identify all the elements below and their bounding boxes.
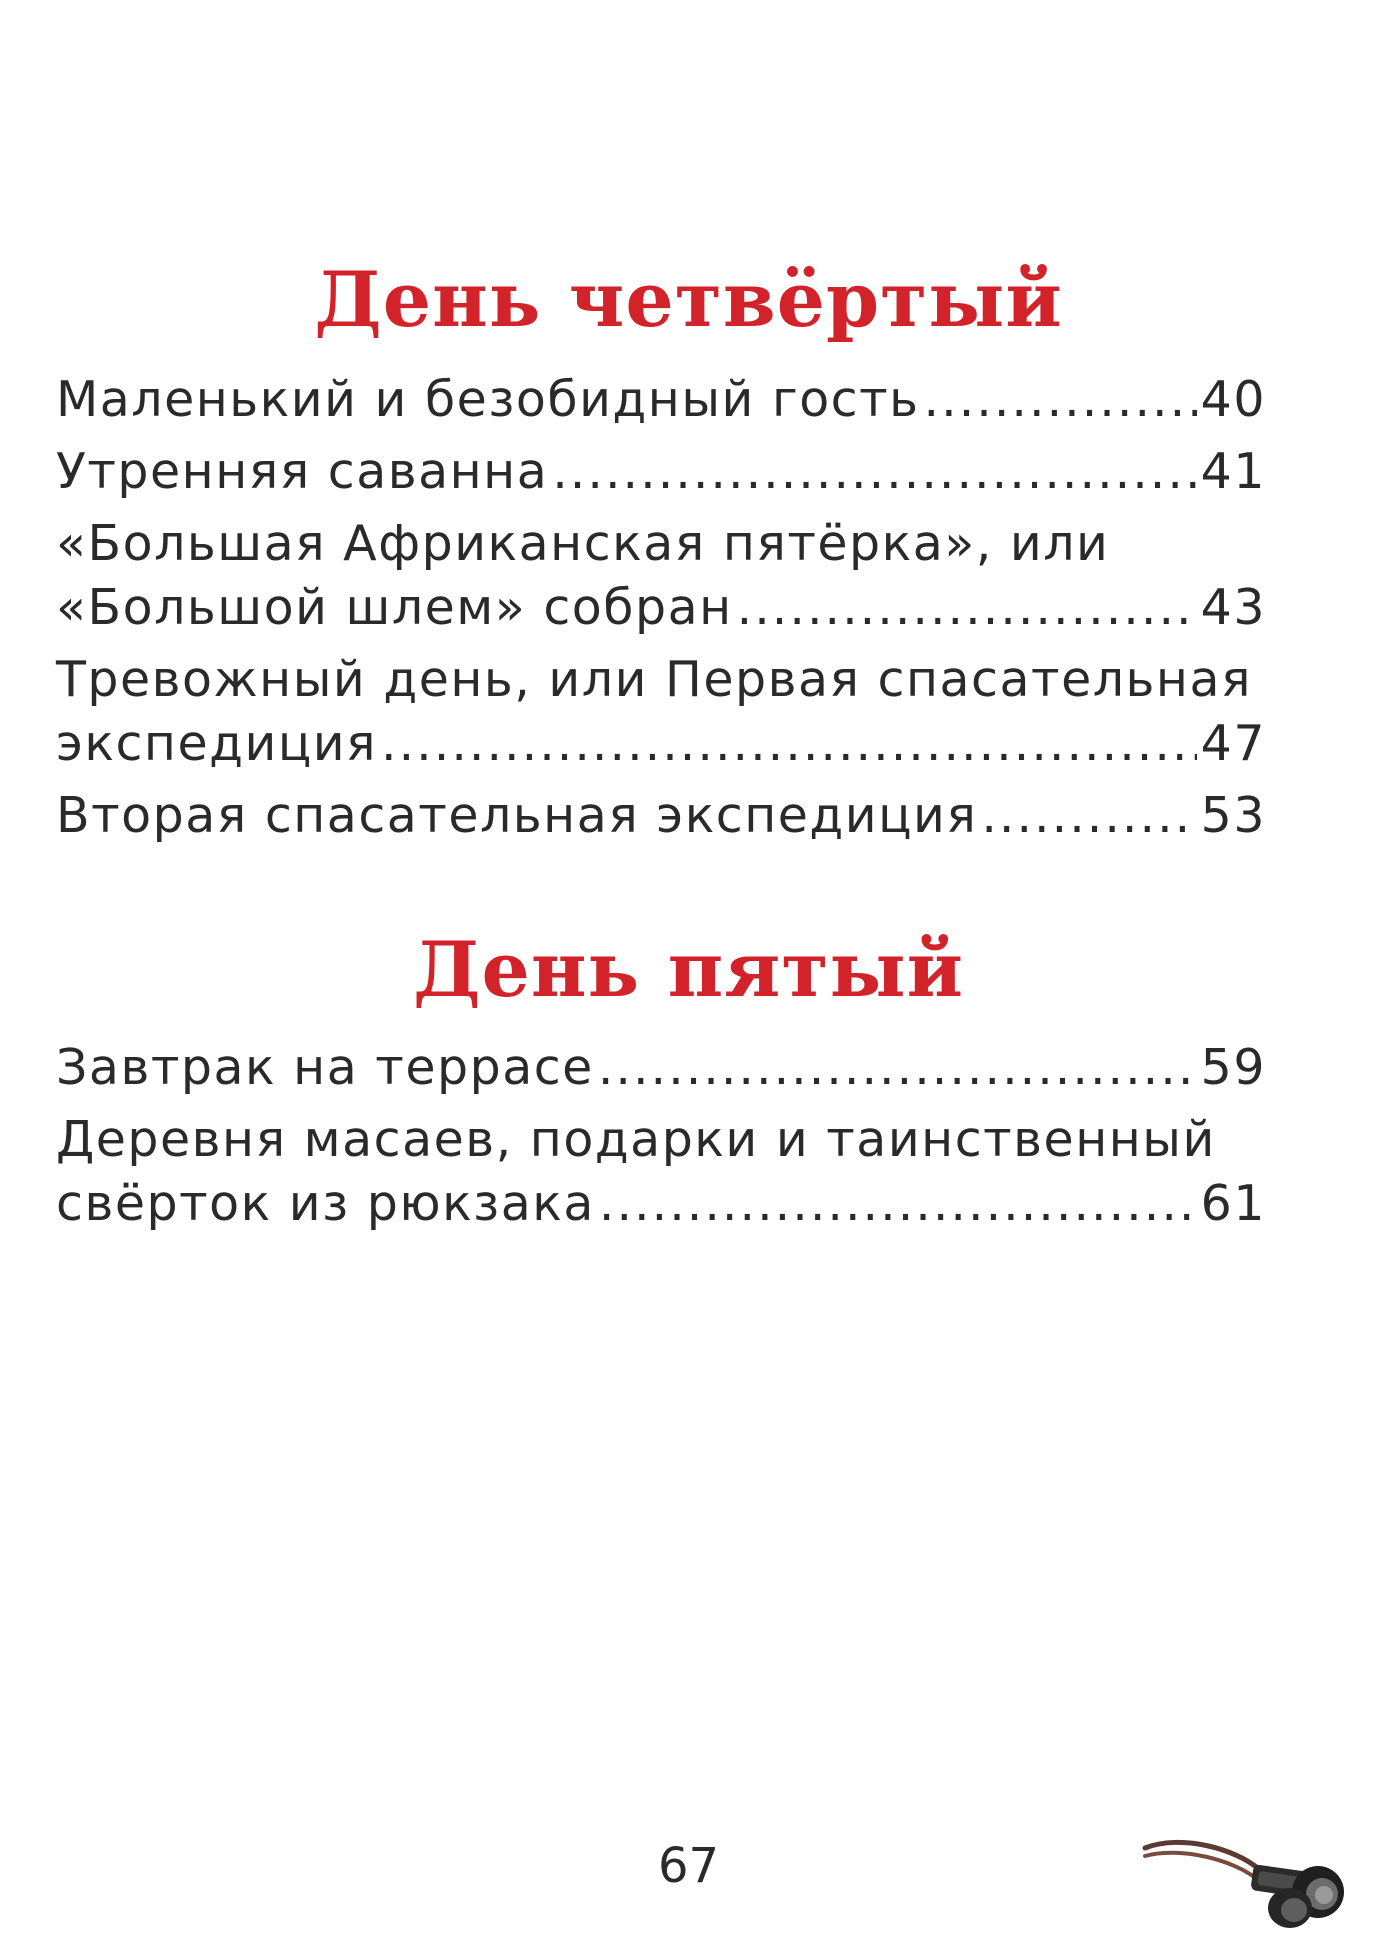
section-title-day-five: День пятый [412,925,965,1014]
dot-leader [552,440,1196,504]
toc-entry-page: 43 [1200,579,1266,636]
dot-leader [981,784,1196,848]
dot-leader [924,368,1197,432]
toc-entry-title-line: Тревожный день, или Первая спасательная [56,651,1252,708]
toc-list-day-five [56,1036,1266,1236]
toc-entry-title: Вторая спасательная экспедиция [56,787,978,844]
dot-leader [381,712,1197,776]
toc-entry[interactable] [56,1036,1266,1100]
toc-entry-title-line: Деревня масаев, подарки и таинственный [56,1111,1216,1168]
toc-entry-title: Завтрак на террасе [56,1039,594,1096]
toc-entry-page: 53 [1200,787,1266,844]
dot-leader [737,576,1197,640]
section-title-day-four: День четвёртый [314,255,1063,344]
toc-entry-title-line: «Большая Африканская пятёрка», или [56,515,1110,572]
toc-entry[interactable] [56,1108,1266,1236]
dot-leader [598,1036,1197,1100]
toc-entry[interactable] [56,512,1266,640]
toc-entry-title: экспедиция [56,715,378,772]
toc-entry[interactable] [56,648,1266,776]
toc-entry-title: «Большой шлем» собран [56,579,733,636]
page-number: 67 [657,1838,720,1894]
toc-entry-title: свёрток из рюкзака [56,1175,595,1232]
toc-entry-page: 47 [1200,715,1266,772]
toc-entry-page: 61 [1200,1175,1266,1232]
toc-entry-title: Утренняя саванна [56,443,549,500]
toc-entry[interactable] [56,784,1266,848]
dot-leader [599,1172,1197,1236]
binoculars-icon [1140,1830,1355,1930]
toc-entry-title: Маленький и безобидный гость [56,371,920,428]
toc-list-day-four [56,368,1266,848]
toc-entry[interactable] [56,368,1266,432]
toc-entry[interactable] [56,440,1266,504]
toc-entry-page: 41 [1200,443,1266,500]
toc-entry-page: 59 [1200,1039,1266,1096]
toc-entry-page: 40 [1200,371,1266,428]
